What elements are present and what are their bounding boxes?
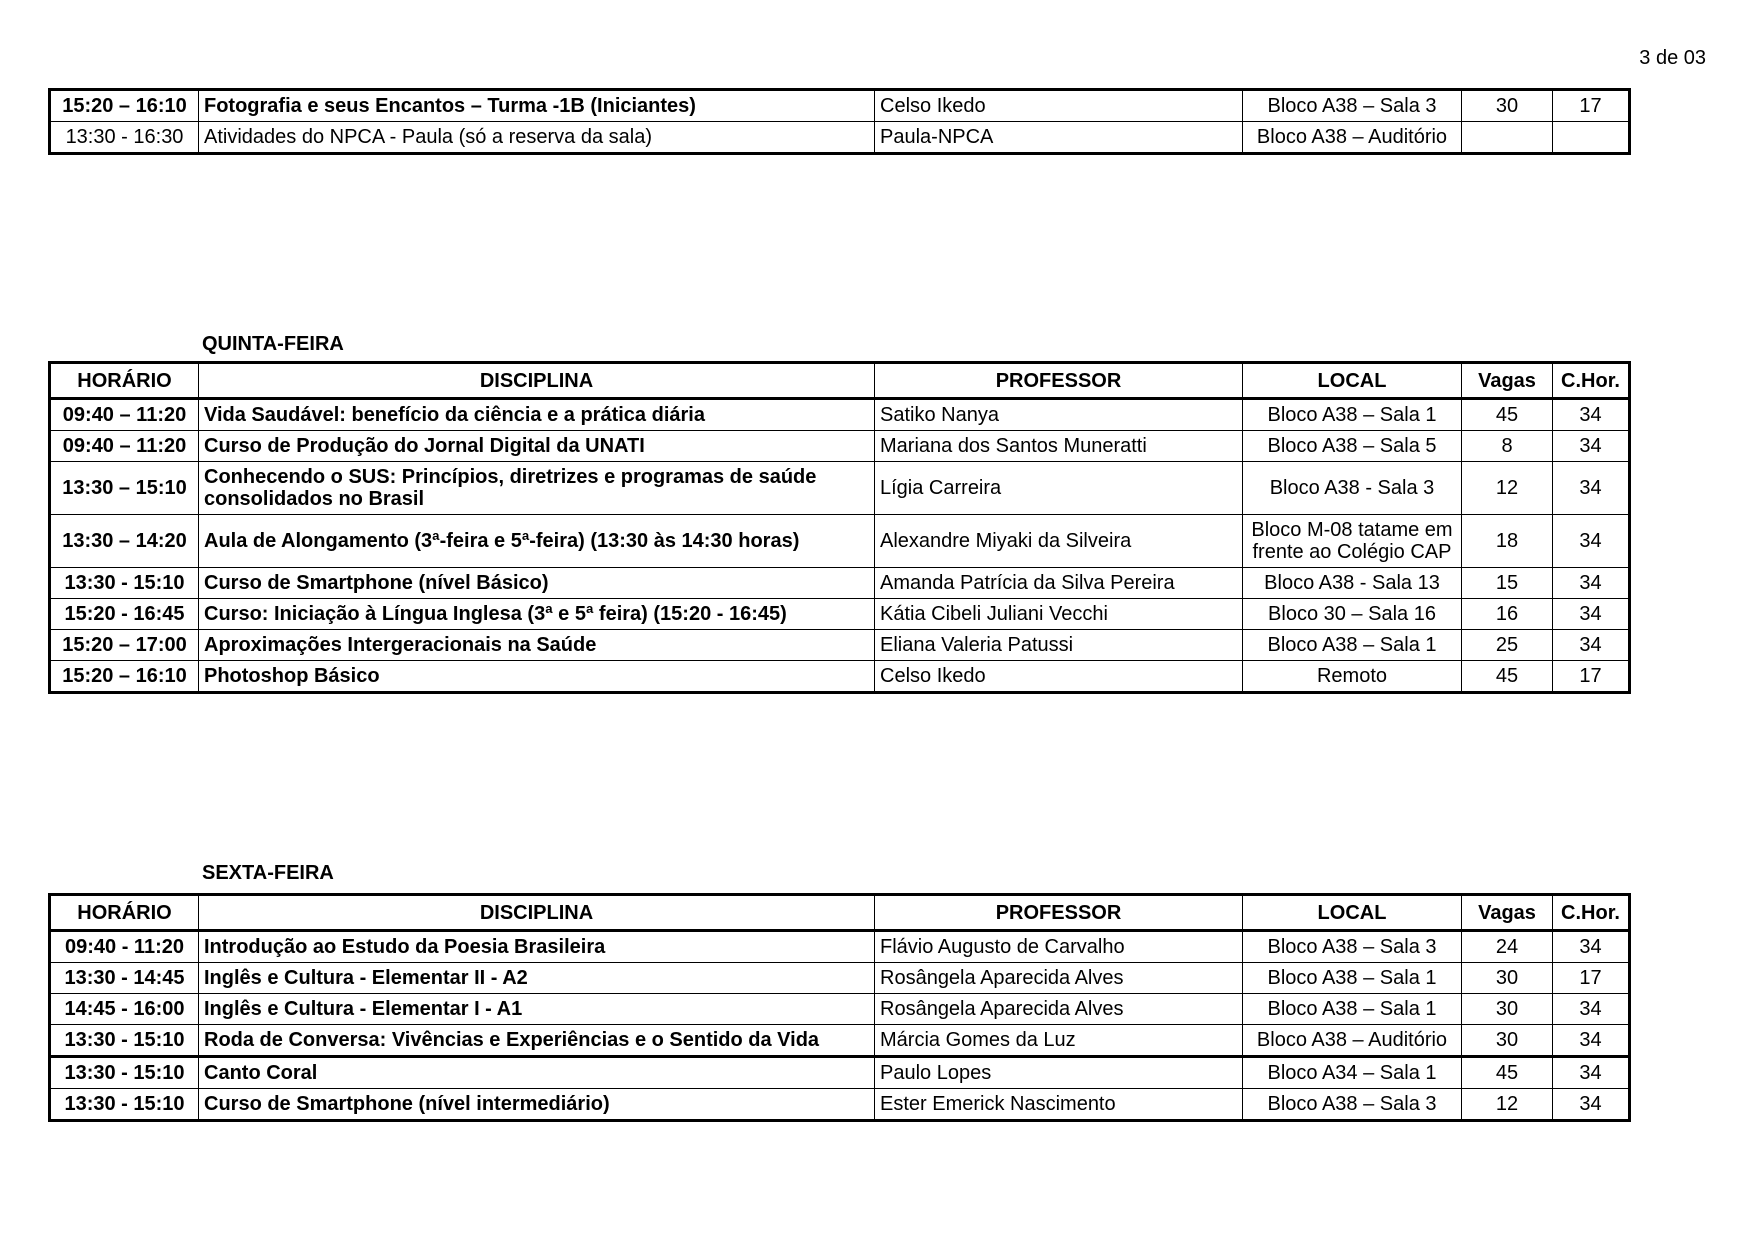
- vagas-cell: 12: [1462, 1089, 1553, 1121]
- chor-cell: 34: [1553, 431, 1630, 462]
- table-row: [50, 431, 1630, 462]
- table-row: [50, 122, 1630, 154]
- professor-cell: Celso Ikedo: [875, 661, 1243, 693]
- vagas-cell: 18: [1462, 515, 1553, 568]
- professor-cell: Rosângela Aparecida Alves: [875, 963, 1243, 994]
- section-title-quinta: QUINTA-FEIRA: [202, 333, 344, 355]
- local-cell: Bloco A38 – Sala 3: [1243, 90, 1462, 122]
- discipline-cell: Curso de Smartphone (nível intermediário): [199, 1089, 875, 1121]
- discipline-cell: Fotografia e seus Encantos – Turma -1B (Iniciantes): [199, 90, 875, 122]
- header-local: LOCAL: [1243, 363, 1462, 399]
- professor-cell: Mariana dos Santos Muneratti: [875, 431, 1243, 462]
- vagas-cell: 30: [1462, 90, 1553, 122]
- table-row: [50, 661, 1630, 693]
- table-row: [50, 515, 1630, 568]
- discipline-cell: Curso de Produção do Jornal Digital da UNATI: [199, 431, 875, 462]
- time-cell: 15:20 – 17:00: [50, 630, 199, 661]
- chor-cell: 34: [1553, 1025, 1630, 1057]
- header-disciplina: DISCIPLINA: [199, 895, 875, 931]
- chor-cell: 34: [1553, 994, 1630, 1025]
- time-cell: 09:40 - 11:20: [50, 931, 199, 963]
- chor-cell: [1553, 122, 1630, 154]
- header-local: LOCAL: [1243, 895, 1462, 931]
- time-cell: 13:30 - 15:10: [50, 1057, 199, 1089]
- header-chor: C.Hor.: [1553, 895, 1630, 931]
- local-cell: Bloco A38 – Sala 5: [1243, 431, 1462, 462]
- professor-cell: Paula-NPCA: [875, 122, 1243, 154]
- local-cell: Bloco A38 - Sala 13: [1243, 568, 1462, 599]
- time-cell: 13:30 – 15:10: [50, 462, 199, 515]
- discipline-cell: Curso de Smartphone (nível Básico): [199, 568, 875, 599]
- header-chor: C.Hor.: [1553, 363, 1630, 399]
- chor-cell: 17: [1553, 90, 1630, 122]
- discipline-cell: Roda de Conversa: Vivências e Experiências e o Sentido da Vida: [199, 1025, 875, 1057]
- page-number: 3 de 03: [1639, 47, 1706, 69]
- table-row: [50, 963, 1630, 994]
- header-vagas: Vagas: [1462, 895, 1553, 931]
- vagas-cell: 45: [1462, 399, 1553, 431]
- chor-cell: 34: [1553, 931, 1630, 963]
- discipline-cell: Photoshop Básico: [199, 661, 875, 693]
- header-disciplina: DISCIPLINA: [199, 363, 875, 399]
- table-row: [50, 630, 1630, 661]
- professor-cell: Paulo Lopes: [875, 1057, 1243, 1089]
- discipline-cell: Aula de Alongamento (3ª-feira e 5ª-feira) (13:30 às 14:30 horas): [199, 515, 875, 568]
- local-cell: Bloco A38 – Sala 3: [1243, 931, 1462, 963]
- table-row: [50, 90, 1630, 122]
- time-cell: 13:30 - 15:10: [50, 1089, 199, 1121]
- time-cell: 13:30 - 15:10: [50, 1025, 199, 1057]
- discipline-cell: Conhecendo o SUS: Princípios, diretrizes e programas de saúde consolidados no Brasil: [199, 462, 875, 515]
- professor-cell: Kátia Cibeli Juliani Vecchi: [875, 599, 1243, 630]
- vagas-cell: 45: [1462, 661, 1553, 693]
- local-cell: Bloco A38 – Sala 1: [1243, 399, 1462, 431]
- table-row: [50, 1057, 1630, 1089]
- professor-cell: Ester Emerick Nascimento: [875, 1089, 1243, 1121]
- professor-cell: Eliana Valeria Patussi: [875, 630, 1243, 661]
- table-row: [50, 462, 1630, 515]
- local-cell: Bloco A38 – Sala 3: [1243, 1089, 1462, 1121]
- discipline-cell: Inglês e Cultura - Elementar I - A1: [199, 994, 875, 1025]
- table-header-row: [50, 895, 1630, 931]
- local-cell: Bloco A38 – Sala 1: [1243, 963, 1462, 994]
- header-vagas: Vagas: [1462, 363, 1553, 399]
- vagas-cell: 30: [1462, 1025, 1553, 1057]
- quinta-schedule-table: [48, 361, 1631, 694]
- time-cell: 13:30 - 15:10: [50, 568, 199, 599]
- chor-cell: 34: [1553, 1057, 1630, 1089]
- section-title-sexta: SEXTA-FEIRA: [202, 862, 334, 884]
- table-header-row: [50, 363, 1630, 399]
- local-cell: Bloco A38 – Auditório: [1243, 1025, 1462, 1057]
- professor-cell: Márcia Gomes da Luz: [875, 1025, 1243, 1057]
- professor-cell: Celso Ikedo: [875, 90, 1243, 122]
- table-row: [50, 994, 1630, 1025]
- time-cell: 14:45 - 16:00: [50, 994, 199, 1025]
- table-row: [50, 931, 1630, 963]
- discipline-cell: Atividades do NPCA - Paula (só a reserva da sala): [199, 122, 875, 154]
- local-cell: Bloco 30 – Sala 16: [1243, 599, 1462, 630]
- discipline-cell: Inglês e Cultura - Elementar II - A2: [199, 963, 875, 994]
- sexta-schedule-table: [48, 893, 1631, 1122]
- time-cell: 15:20 – 16:10: [50, 661, 199, 693]
- professor-cell: Alexandre Miyaki da Silveira: [875, 515, 1243, 568]
- professor-cell: Flávio Augusto de Carvalho: [875, 931, 1243, 963]
- chor-cell: 34: [1553, 1089, 1630, 1121]
- chor-cell: 34: [1553, 515, 1630, 568]
- vagas-cell: [1462, 122, 1553, 154]
- local-cell: Bloco A38 - Sala 3: [1243, 462, 1462, 515]
- local-cell: Bloco A38 – Sala 1: [1243, 994, 1462, 1025]
- discipline-cell: Curso: Iniciação à Língua Inglesa (3ª e 5ª feira) (15:20 - 16:45): [199, 599, 875, 630]
- discipline-cell: Canto Coral: [199, 1057, 875, 1089]
- table-row: [50, 599, 1630, 630]
- local-cell: Bloco A34 – Sala 1: [1243, 1057, 1462, 1089]
- discipline-cell: Vida Saudável: benefício da ciência e a prática diária: [199, 399, 875, 431]
- chor-cell: 34: [1553, 599, 1630, 630]
- table-row: [50, 399, 1630, 431]
- header-professor: PROFESSOR: [875, 895, 1243, 931]
- chor-cell: 17: [1553, 963, 1630, 994]
- time-cell: 09:40 – 11:20: [50, 431, 199, 462]
- vagas-cell: 15: [1462, 568, 1553, 599]
- professor-cell: Amanda Patrícia da Silva Pereira: [875, 568, 1243, 599]
- table-row: [50, 1025, 1630, 1057]
- chor-cell: 34: [1553, 630, 1630, 661]
- header-horario: HORÁRIO: [50, 895, 199, 931]
- chor-cell: 34: [1553, 568, 1630, 599]
- vagas-cell: 16: [1462, 599, 1553, 630]
- vagas-cell: 12: [1462, 462, 1553, 515]
- vagas-cell: 25: [1462, 630, 1553, 661]
- vagas-cell: 30: [1462, 963, 1553, 994]
- professor-cell: Lígia Carreira: [875, 462, 1243, 515]
- header-horario: HORÁRIO: [50, 363, 199, 399]
- chor-cell: 17: [1553, 661, 1630, 693]
- chor-cell: 34: [1553, 462, 1630, 515]
- professor-cell: Satiko Nanya: [875, 399, 1243, 431]
- header-professor: PROFESSOR: [875, 363, 1243, 399]
- local-cell: Remoto: [1243, 661, 1462, 693]
- local-cell: Bloco M-08 tatame em frente ao Colégio CAP: [1243, 515, 1462, 568]
- continuation-schedule-table: [48, 88, 1631, 155]
- discipline-cell: Introdução ao Estudo da Poesia Brasileira: [199, 931, 875, 963]
- table-row: [50, 568, 1630, 599]
- professor-cell: Rosângela Aparecida Alves: [875, 994, 1243, 1025]
- discipline-cell: Aproximações Intergeracionais na Saúde: [199, 630, 875, 661]
- time-cell: 13:30 - 14:45: [50, 963, 199, 994]
- vagas-cell: 24: [1462, 931, 1553, 963]
- vagas-cell: 45: [1462, 1057, 1553, 1089]
- local-cell: Bloco A38 – Sala 1: [1243, 630, 1462, 661]
- local-cell: Bloco A38 – Auditório: [1243, 122, 1462, 154]
- table-row: [50, 1089, 1630, 1121]
- vagas-cell: 8: [1462, 431, 1553, 462]
- time-cell: 15:20 - 16:45: [50, 599, 199, 630]
- time-cell: 15:20 – 16:10: [50, 90, 199, 122]
- time-cell: 13:30 – 14:20: [50, 515, 199, 568]
- vagas-cell: 30: [1462, 994, 1553, 1025]
- time-cell: 09:40 – 11:20: [50, 399, 199, 431]
- time-cell: 13:30 - 16:30: [50, 122, 199, 154]
- chor-cell: 34: [1553, 399, 1630, 431]
